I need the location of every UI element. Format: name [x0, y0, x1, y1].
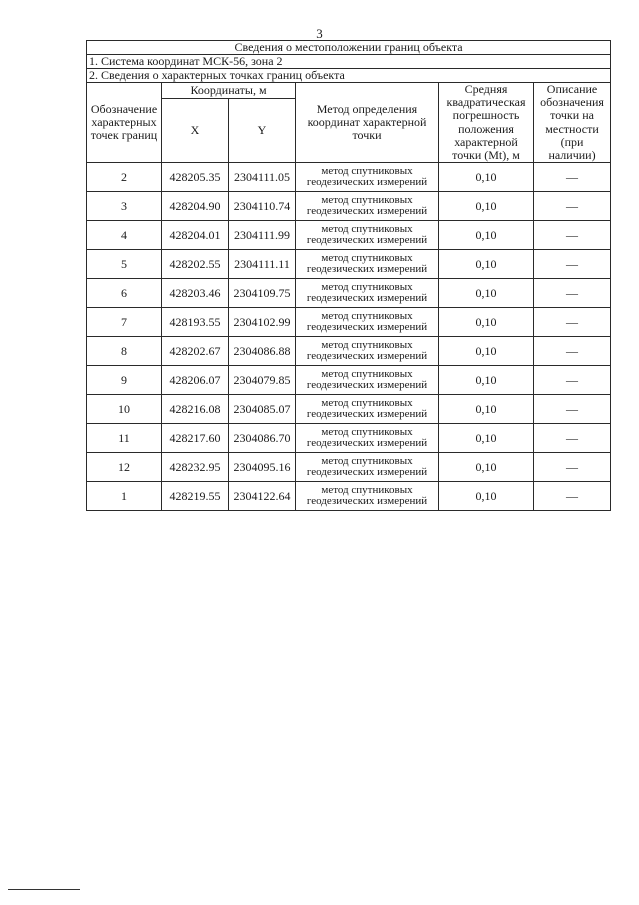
- points-section-label: 2. Сведения о характерных точках границ объекта: [87, 69, 611, 83]
- header-description: Описание обозначения точки на местности (при наличии): [534, 83, 611, 163]
- cell-description: —: [534, 482, 611, 511]
- cell-error: 0,10: [439, 337, 534, 366]
- cell-description: —: [534, 192, 611, 221]
- table-row: [87, 308, 611, 337]
- cell-x: 428219.55: [162, 482, 229, 511]
- header-y: Y: [229, 99, 296, 163]
- cell-method: метод спутниковых геодезических измерений: [296, 337, 439, 366]
- table-row: [87, 192, 611, 221]
- cell-x: 428202.67: [162, 337, 229, 366]
- header-x: X: [162, 99, 229, 163]
- header-error: Средняя квадратическая погрешность положения характерной точки (Mt), м: [439, 83, 534, 163]
- cell-x: 428232.95: [162, 453, 229, 482]
- cell-x: 428202.55: [162, 250, 229, 279]
- footer-rule: [8, 889, 80, 890]
- cell-method: метод спутниковых геодезических измерений: [296, 250, 439, 279]
- cell-description: —: [534, 163, 611, 192]
- cell-y: 2304109.75: [229, 279, 296, 308]
- table-row: [87, 395, 611, 424]
- cell-y: 2304111.99: [229, 221, 296, 250]
- cell-point: 9: [87, 366, 162, 395]
- cell-error: 0,10: [439, 308, 534, 337]
- table-row: [87, 482, 611, 511]
- cell-point: 4: [87, 221, 162, 250]
- table-body: [87, 163, 611, 511]
- cell-error: 0,10: [439, 424, 534, 453]
- table-title-row: [87, 41, 611, 55]
- cell-y: 2304111.05: [229, 163, 296, 192]
- cell-x: 428206.07: [162, 366, 229, 395]
- cell-method: метод спутниковых геодезических измерений: [296, 279, 439, 308]
- cell-error: 0,10: [439, 192, 534, 221]
- cell-method: метод спутниковых геодезических измерений: [296, 453, 439, 482]
- table-row: [87, 250, 611, 279]
- cell-method: метод спутниковых геодезических измерений: [296, 192, 439, 221]
- table-title: Сведения о местоположении границ объекта: [87, 41, 611, 55]
- cell-x: 428204.90: [162, 192, 229, 221]
- cell-x: 428216.08: [162, 395, 229, 424]
- boundary-points-table: [86, 40, 611, 511]
- cell-description: —: [534, 221, 611, 250]
- cell-point: 2: [87, 163, 162, 192]
- cell-x: 428217.60: [162, 424, 229, 453]
- cell-error: 0,10: [439, 366, 534, 395]
- coordinate-system-label: 1. Система координат МСК-56, зона 2: [87, 55, 611, 69]
- section-2-row: [87, 69, 611, 83]
- cell-point: 11: [87, 424, 162, 453]
- cell-y: 2304102.99: [229, 308, 296, 337]
- cell-y: 2304095.16: [229, 453, 296, 482]
- cell-x: 428193.55: [162, 308, 229, 337]
- cell-y: 2304085.07: [229, 395, 296, 424]
- cell-description: —: [534, 453, 611, 482]
- cell-description: —: [534, 250, 611, 279]
- cell-error: 0,10: [439, 395, 534, 424]
- cell-description: —: [534, 366, 611, 395]
- cell-description: —: [534, 308, 611, 337]
- section-1-row: [87, 55, 611, 69]
- header-coordinates: Координаты, м: [162, 83, 296, 99]
- cell-error: 0,10: [439, 453, 534, 482]
- cell-method: метод спутниковых геодезических измерений: [296, 424, 439, 453]
- table-row: [87, 424, 611, 453]
- table-row: [87, 163, 611, 192]
- cell-error: 0,10: [439, 482, 534, 511]
- cell-method: метод спутниковых геодезических измерений: [296, 482, 439, 511]
- cell-description: —: [534, 279, 611, 308]
- cell-y: 2304086.88: [229, 337, 296, 366]
- cell-error: 0,10: [439, 221, 534, 250]
- cell-point: 1: [87, 482, 162, 511]
- cell-x: 428205.35: [162, 163, 229, 192]
- cell-point: 10: [87, 395, 162, 424]
- cell-point: 12: [87, 453, 162, 482]
- header-row-top: [87, 83, 611, 99]
- cell-point: 5: [87, 250, 162, 279]
- page-number: 3: [316, 26, 323, 41]
- table-row: [87, 221, 611, 250]
- cell-y: 2304122.64: [229, 482, 296, 511]
- cell-point: 8: [87, 337, 162, 366]
- header-method: Метод определения координат характерной точки: [296, 83, 439, 163]
- cell-point: 6: [87, 279, 162, 308]
- table-row: [87, 366, 611, 395]
- cell-description: —: [534, 424, 611, 453]
- cell-method: метод спутниковых геодезических измерений: [296, 221, 439, 250]
- cell-method: метод спутниковых геодезических измерений: [296, 308, 439, 337]
- cell-y: 2304086.70: [229, 424, 296, 453]
- cell-description: —: [534, 395, 611, 424]
- cell-x: 428203.46: [162, 279, 229, 308]
- cell-method: метод спутниковых геодезических измерений: [296, 163, 439, 192]
- cell-description: —: [534, 337, 611, 366]
- cell-point: 3: [87, 192, 162, 221]
- cell-x: 428204.01: [162, 221, 229, 250]
- table-row: [87, 337, 611, 366]
- cell-y: 2304111.11: [229, 250, 296, 279]
- cell-error: 0,10: [439, 250, 534, 279]
- table-row: [87, 279, 611, 308]
- cell-y: 2304110.74: [229, 192, 296, 221]
- cell-error: 0,10: [439, 279, 534, 308]
- cell-y: 2304079.85: [229, 366, 296, 395]
- header-point: Обозначение характерных точек границ: [87, 83, 162, 163]
- cell-method: метод спутниковых геодезических измерений: [296, 395, 439, 424]
- table-row: [87, 453, 611, 482]
- cell-error: 0,10: [439, 163, 534, 192]
- cell-point: 7: [87, 308, 162, 337]
- cell-method: метод спутниковых геодезических измерений: [296, 366, 439, 395]
